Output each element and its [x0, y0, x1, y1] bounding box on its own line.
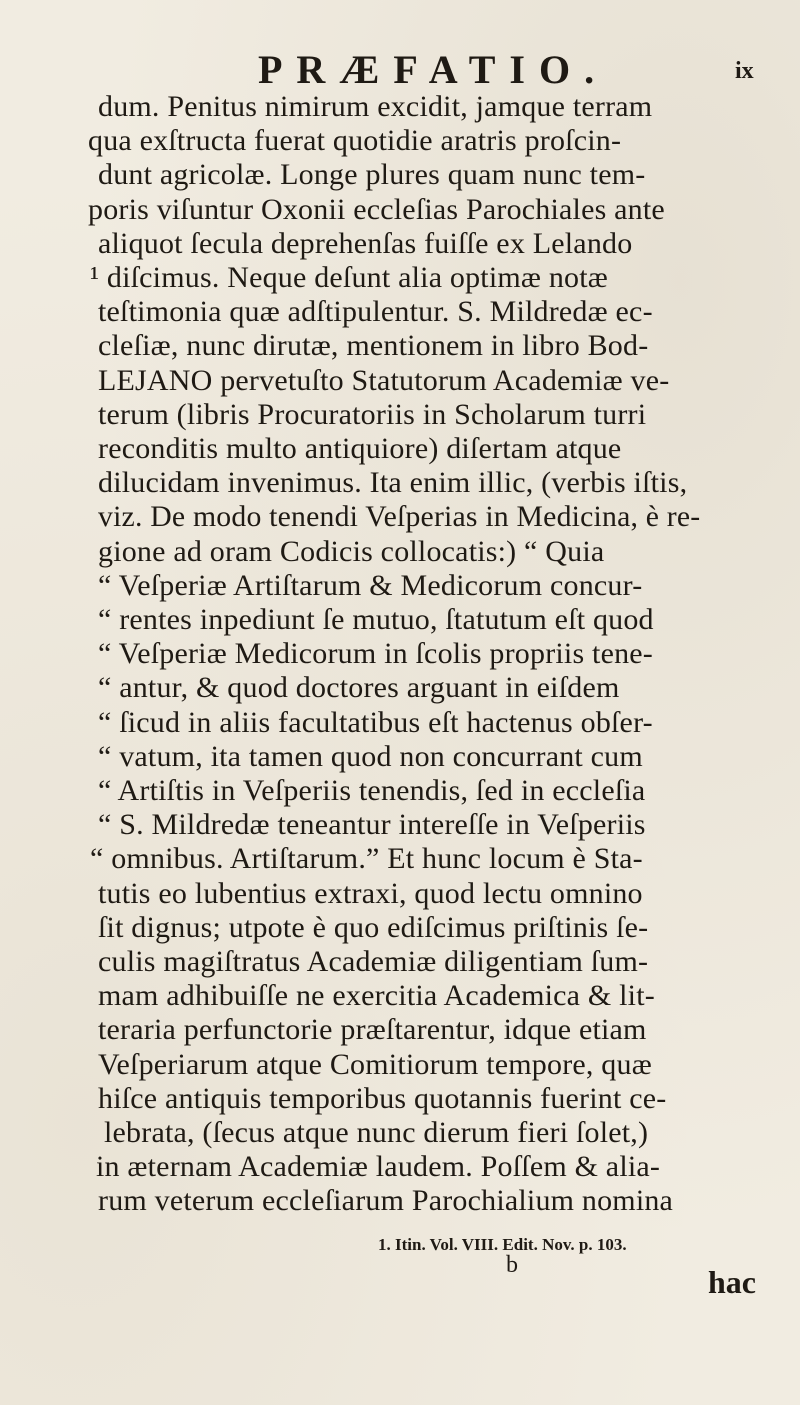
- running-title: PRÆFATIO.: [258, 47, 609, 92]
- text-line: terum (libris Procuratoriis in Scholarum turri: [98, 397, 647, 431]
- text-line: “ Artiſtis in Veſperiis tenendis, ſed in eccleſia: [98, 774, 646, 807]
- text-line: hiſce antiquis temporibus quotannis fuerint ce-: [98, 1081, 667, 1115]
- text-line: dilucidam invenimus. Ita enim illic, (verbis iſtis,: [98, 466, 688, 500]
- text-line: rum veterum eccleſiarum Parochialium nomina: [98, 1184, 674, 1218]
- text-line: “ Veſperiæ Artiſtarum & Medicorum concur-: [98, 568, 643, 602]
- text-line: “ Veſperiæ Medicorum in ſcolis propriis tene-: [98, 637, 653, 671]
- text-line: “ omnibus. Artiſtarum.” Et hunc locum è Sta-: [90, 842, 643, 876]
- text-line: culis magiſtratus Academiæ diligentiam ſum-: [98, 945, 649, 978]
- text-line: LEJANO pervetuſto Statutorum Academiæ ve-: [98, 363, 670, 397]
- text-line: ¹ diſcimus. Neque deſunt alia optimæ notæ: [90, 261, 608, 294]
- text-line: viz. De modo tenendi Veſperias in Medicina, è re-: [98, 500, 701, 534]
- text-line: “ ſicud in aliis facultatibus eſt hactenus obſer-: [98, 705, 653, 739]
- text-line: reconditis multo antiquiore) diſertam atque: [98, 432, 622, 465]
- text-line: “ antur, & quod doctores arguant in eiſdem: [98, 671, 620, 705]
- text-line: cleſiæ, nunc dirutæ, mentionem in libro Bod-: [98, 329, 649, 363]
- text-line: teſtimonia quæ adſtipulentur. S. Mildredæ ec-: [98, 295, 653, 329]
- text-line: “ S. Mildredæ teneantur intereſſe in Veſperiis: [98, 808, 646, 842]
- text-line: dunt agricolæ. Longe plures quam nunc tem-: [98, 158, 646, 192]
- signature-mark: b: [506, 1252, 518, 1278]
- text-line: mam adhibuiſſe ne exercitia Academica & lit-: [98, 979, 655, 1013]
- text-line: ſit dignus; utpote è quo ediſcimus priſtinis ſe-: [98, 910, 649, 944]
- text-line: gione ad oram Codicis collocatis:) “ Quia: [98, 534, 605, 568]
- text-line: poris viſuntur Oxonii eccleſias Parochiales ante: [88, 192, 665, 226]
- text-line: “ vatum, ita tamen quod non concurrant cum: [98, 739, 643, 773]
- text-line: qua exſtructa fuerat quotidie aratris proſcin-: [88, 124, 622, 158]
- text-line: in æternam Academiæ laudem. Poſſem & alia-: [96, 1150, 661, 1184]
- text-line: tutis eo lubentius extraxi, quod lectu omnino: [98, 876, 643, 910]
- page-number: ix: [735, 58, 754, 84]
- text-line: “ rentes inpediunt ſe mutuo, ſtatutum eſt quod: [98, 603, 654, 636]
- text-line: lebrata, (ſecus atque nunc dierum fieri ſolet,): [104, 1116, 649, 1149]
- text-line: teraria perfunctorie præſtarentur, idque etiam: [98, 1013, 647, 1047]
- catchword: hac: [708, 1264, 756, 1300]
- text-line: dum. Penitus nimirum excidit, jamque terram: [98, 90, 653, 123]
- text-line: aliquot ſecula deprehenſas fuiſſe ex Lelando: [98, 226, 633, 260]
- footnote: 1. Itin. Vol. VIII. Edit. Nov. p. 103.: [378, 1235, 627, 1254]
- text-line: Veſperiarum atque Comitiorum tempore, quæ: [98, 1047, 652, 1081]
